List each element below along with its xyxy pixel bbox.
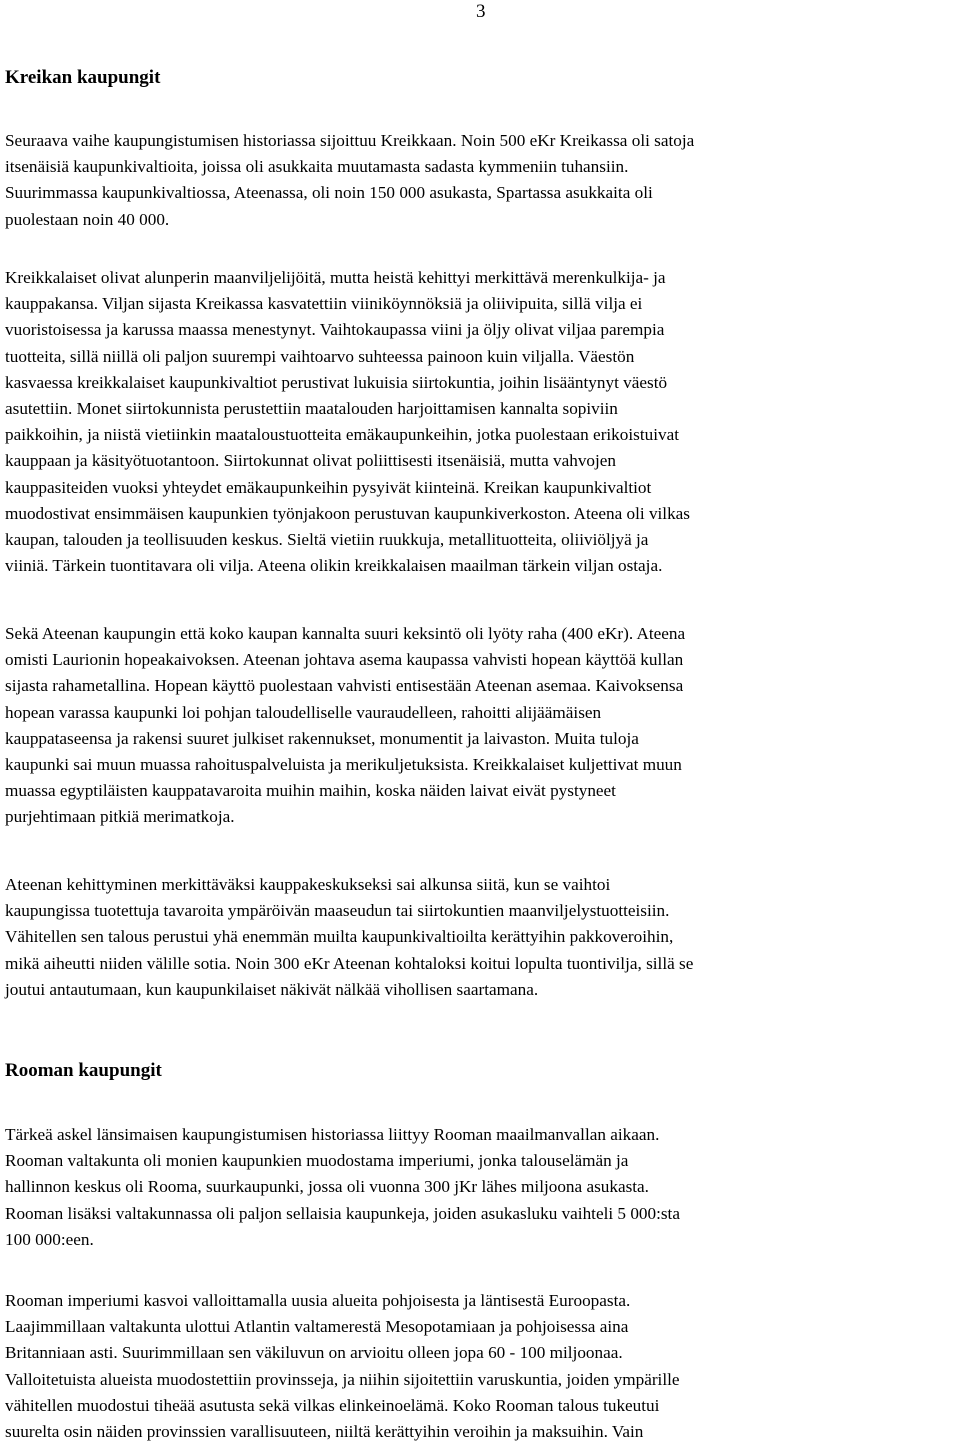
section-heading-rooman-kaupungit: Rooman kaupungit: [5, 1060, 162, 1081]
text-line: paikkoihin, ja niistä vietiinkin maataloustuotteita emäkaupunkeihin, jotka puolestaan erikoistuivat: [5, 425, 679, 445]
text-line: Laajimmillaan valtakunta ulottui Atlantin valtamerestä Mesopotamiaan ja pohjoisessa aina: [5, 1317, 629, 1337]
text-line: itsenäisiä kaupunkivaltioita, joissa oli asukkaita muutamasta sadasta kymmeniin tuhansiin.: [5, 157, 629, 177]
text-line: kaupungissa tuotettuja tavaroita ympäröivän maaseudun tai siirtokuntien maanviljelystuotteisiin.: [5, 901, 670, 921]
text-line: purjehtimaan pitkiä merimatkoja.: [5, 807, 235, 827]
text-line: omisti Laurionin hopeakaivoksen. Ateenan johtava asema kaupassa vahvisti hopean käyttöä kullan: [5, 650, 684, 670]
text-line: puolestaan noin 40 000.: [5, 209, 170, 229]
text-line: kauppasiteiden vuoksi yhteydet emäkaupunkeihin pysyivät kiinteinä. Kreikan kaupunkivaltiot: [5, 477, 652, 497]
paragraph-4: [5, 872, 957, 1003]
text-line: Ateenan kehittyminen merkittäväksi kauppakeskukseksi sai alkunsa siitä, kun se vaihtoi: [5, 875, 611, 894]
page-number: 3: [476, 1, 486, 22]
text-line: hallinnon keskus oli Rooma, suurkaupunki, jossa oli vuonna 300 jKr lähes miljoona asukasta.: [5, 1177, 649, 1197]
text-line: sijasta rahametallina. Hopean käyttö puolestaan vahvisti entisestään Ateenan asemaa. Kaivoksensa: [5, 676, 684, 696]
text-line: Sekä Ateenan kaupungin että koko kaupan kannalta suuri keksintö oli lyöty raha (400 eKr). Ateena: [5, 624, 686, 643]
text-line: vähitellen muodostui tiheää asutusta sekä vilkas elinkeinoelämä. Koko Rooman talous tukeutui: [5, 1395, 660, 1415]
text-line: kasvaessa kreikkalaiset kaupunkivaltiot perustivat lukuisia siirtokuntia, joihin lisääntynyt väestö: [5, 372, 668, 392]
text-line: Britanniaan asti. Suurimmillaan sen väkiluvun on arvioitu olleen jopa 60 - 100 miljoonaa.: [5, 1343, 623, 1363]
paragraph-3: [5, 621, 957, 831]
text-line: kaupunki sai muun muassa rahoituspalveluista ja merikuljetuksista. Kreikkalaiset kuljettivat muun: [5, 755, 682, 775]
paragraph-5: [5, 1122, 957, 1253]
text-line: Suurimmassa kaupunkivaltiossa, Ateenassa, oli noin 150 000 asukasta, Spartassa asukkaita oli: [5, 183, 653, 203]
text-line: muassa egyptiläisten kauppatavaroita muihin maihin, koska näiden laivat eivät pystyneet: [5, 781, 616, 801]
text-line: Rooman imperiumi kasvoi valloittamalla uusia alueita pohjoisesta ja läntisestä Euroopasta.: [5, 1291, 631, 1310]
text-line: Rooman lisäksi valtakunnassa oli paljon sellaisia kaupunkeja, joiden asukasluku vaihteli 5 000:sta: [5, 1203, 680, 1223]
section-heading-kreikan-kaupungit: Kreikan kaupungit: [5, 67, 161, 88]
text-line: mikä aiheutti niiden välille sotia. Noin 300 eKr Ateenan kohtaloksi koitui lopulta tuontivilja, sillä se: [5, 953, 694, 973]
text-line: tuotteita, sillä niillä oli paljon suurempi vaihtoarvo suhteessa painoon kuin viljalla. Väestön: [5, 346, 635, 366]
text-line: Tärkeä askel länsimaisen kaupungistumisen historiassa liittyy Rooman maailmanvallan aikaan.: [5, 1125, 660, 1144]
text-line: kaupan, talouden ja teollisuuden keskus. Sieltä vietiin ruukkuja, metallituotteita, oliiviöljyä ja: [5, 530, 649, 550]
text-line: hopean varassa kaupunki loi pohjan taloudelliselle vauraudelleen, rahoitti alijäämäisen: [5, 702, 602, 722]
text-line: joutui antautumaan, kun kaupunkilaiset näkivät nälkää vihollisen saartamana.: [5, 979, 539, 999]
text-line: 100 000:een.: [5, 1229, 94, 1249]
text-line: Rooman valtakunta oli monien kaupunkien muodostama imperiumi, jonka talouselämän ja: [5, 1151, 629, 1171]
text-line: Vähitellen sen talous perustui yhä enemmän muilta kaupunkivaltioilta kerättyihin pakkoveroihin,: [5, 927, 674, 947]
text-line: Kreikkalaiset olivat alunperin maanviljelijöitä, mutta heistä kehittyi merkittävä merenkulkija- ja: [5, 268, 666, 287]
text-line: Valloitetuista alueista muodostettiin provinsseja, ja niihin sijoitettiin varuskuntia, joiden ympärille: [5, 1369, 680, 1389]
text-line: kauppaan ja käsityötuotantoon. Siirtokunnat olivat poliittisesti itsenäisiä, mutta vahvojen: [5, 451, 617, 471]
text-line: asutettiin. Monet siirtokunnista perustettiin maatalouden harjoittamisen kannalta sopiviin: [5, 399, 618, 419]
paragraph-6: [5, 1288, 957, 1445]
text-line: muodostivat ensimmäisen kaupunkien työnjakoon perustuvan kaupunkiverkoston. Ateena oli vilkas: [5, 503, 690, 523]
text-line: kauppakansa. Viljan sijasta Kreikassa kasvatettiin viiniköynnöksiä ja oliivipuita, sillä vilja ei: [5, 294, 643, 314]
paragraph-1: [5, 128, 957, 233]
text-line: vuoristoisessa ja karussa maassa menestynyt. Vaihtokaupassa viini ja öljy olivat viljaa parempia: [5, 320, 665, 340]
text-line: viiniä. Tärkein tuontitavara oli vilja. Ateena olikin kreikkalaisen maailman tärkein viljan ostaja.: [5, 556, 663, 576]
text-line: kauppataseensa ja rakensi suuret julkiset rakennukset, monumentit ja laivaston. Muita tuloja: [5, 728, 639, 748]
paragraph-2: [5, 265, 957, 579]
text-line: Seuraava vaihe kaupungistumisen historiassa sijoittuu Kreikkaan. Noin 500 eKr Kreikassa oli satoja: [5, 131, 695, 150]
text-line: suurelta osin näiden provinssien varallisuuteen, niiltä kerättyihin veroihin ja maksuihin. Vain: [5, 1422, 644, 1442]
